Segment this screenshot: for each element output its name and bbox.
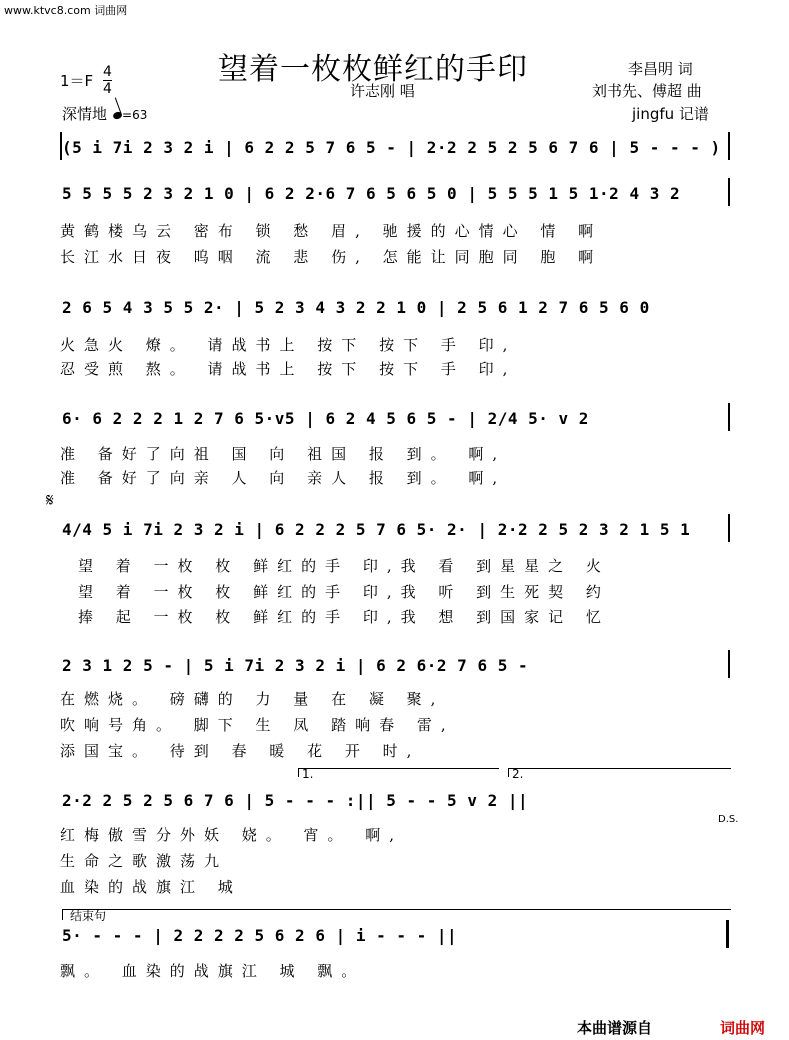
lyric-line: 准 备好了向祖 国 向 祖国 报 到。 啊, — [60, 445, 507, 463]
music-line-1: (5 i 7i 2 3 2 i | 6 2 2 5 7 6 5 - | 2·2 2 5 2 5 6 7 6 | 5 - - - ) — [62, 138, 721, 157]
transcriber: jingfu 记谱 — [632, 105, 709, 123]
lyric-line: 飘。 血染的战旗江 城 飘。 — [60, 962, 366, 980]
lyric-line: 血染的战旗江 城 — [60, 878, 242, 896]
lyric-line: 望 着 一枚 枚 鲜红的手 印,我 看 到星星之 火 — [78, 557, 610, 575]
song-title: 望着一枚枚鲜红的手印 — [218, 52, 528, 87]
lyric-line: 长江水日夜 呜咽 流 悲 伤, 怎能让同胞同 胞 啊 — [60, 248, 603, 266]
segno-icon: 𝄋 — [46, 490, 54, 511]
lyric-line: 生命之歌激荡九 — [60, 852, 229, 870]
music-line-4: 6· 6 2 2 2 1 2 7 6 5·v5 | 6 2 4 5 6 5 - | 2/4 5· v 2 — [62, 409, 589, 428]
footer-text: 本曲谱源自 — [577, 1019, 653, 1037]
footer-brand[interactable]: 词曲网 — [720, 1019, 766, 1037]
lyric-line: 在燃烧。 磅礴的 力 量 在 凝 聚, — [60, 690, 445, 708]
lyricist: 李昌明 词 — [628, 60, 693, 78]
tempo-marking: 深情地 =63 — [62, 105, 148, 123]
composer: 刘书先、傅超 曲 — [592, 82, 702, 100]
music-line-2: 5 5 5 5 2 3 2 1 0 | 6 2 2·6 7 6 5 6 5 0 | 5 5 5 1 5 1·2 4 3 2 — [62, 184, 681, 203]
volta-bracket-2 — [508, 768, 731, 777]
lyric-line: 火急火 燎。 请战书上 按下 按下 手 印, — [60, 336, 517, 354]
barline — [60, 132, 62, 160]
volta-bracket-1 — [298, 768, 499, 777]
music-line-7: 2·2 2 5 2 5 6 7 6 | 5 - - - :|| 5 - - 5 v 2 || — [62, 791, 529, 810]
lyric-line: 准 备好了向亲 人 向 亲人 报 到。 啊, — [60, 469, 507, 487]
ending-label: 结束句 — [70, 909, 107, 923]
lyric-line: 吹响号角。 脚下 生 凤 踏响春 雷, — [60, 716, 455, 734]
music-line-8: 5· - - - | 2 2 2 2 5 6 2 6 | i - - - || — [62, 926, 458, 945]
time-signature: 4 4 — [103, 64, 112, 97]
music-line-3: 2 6 5 4 3 5 5 2· | 5 2 3 4 3 2 2 1 0 | 2 5 6 1 2 7 6 5 6 0 — [62, 298, 650, 317]
lyric-line: 黄鹤楼乌云 密布 锁 愁 眉, 驰援的心情心 情 啊 — [60, 222, 603, 240]
lyric-line: 捧 起 一枚 枚 鲜红的手 印,我 想 到国家记 忆 — [78, 608, 610, 626]
barline — [728, 403, 730, 431]
lyric-line: 忍受煎 熬。 请战书上 按下 按下 手 印, — [60, 360, 517, 378]
singer: 许志刚 唱 — [350, 82, 415, 100]
barline — [728, 650, 730, 678]
source-watermark: www.ktvc8.com 词曲网 — [4, 4, 128, 17]
ds-marking: D.S. — [718, 814, 739, 825]
volta-label-1: 1. — [302, 767, 314, 781]
volta-label-2: 2. — [512, 767, 524, 781]
lyric-line: 红梅傲雪分外妖 娆。 宵。 啊, — [60, 826, 404, 844]
barline — [728, 178, 730, 206]
barline — [728, 514, 730, 542]
barline — [728, 132, 730, 160]
final-barline — [726, 920, 729, 948]
music-line-6: 2 3 1 2 5 - | 5 i 7i 2 3 2 i | 6 2 6·2 7 6 5 - — [62, 656, 529, 675]
music-line-5: 4/4 5 i 7i 2 3 2 i | 6 2 2 2 5 7 6 5· 2· | 2·2 2 5 2 3 2 1 5 1 — [62, 520, 691, 539]
lyric-line: 望 着 一枚 枚 鲜红的手 印,我 听 到生死契 约 — [78, 583, 610, 601]
lyric-line: 添国宝。 待到 春 暖 花 开 时, — [60, 742, 421, 760]
ending-bracket — [62, 909, 731, 920]
key-signature: 1＝F — [60, 72, 94, 90]
